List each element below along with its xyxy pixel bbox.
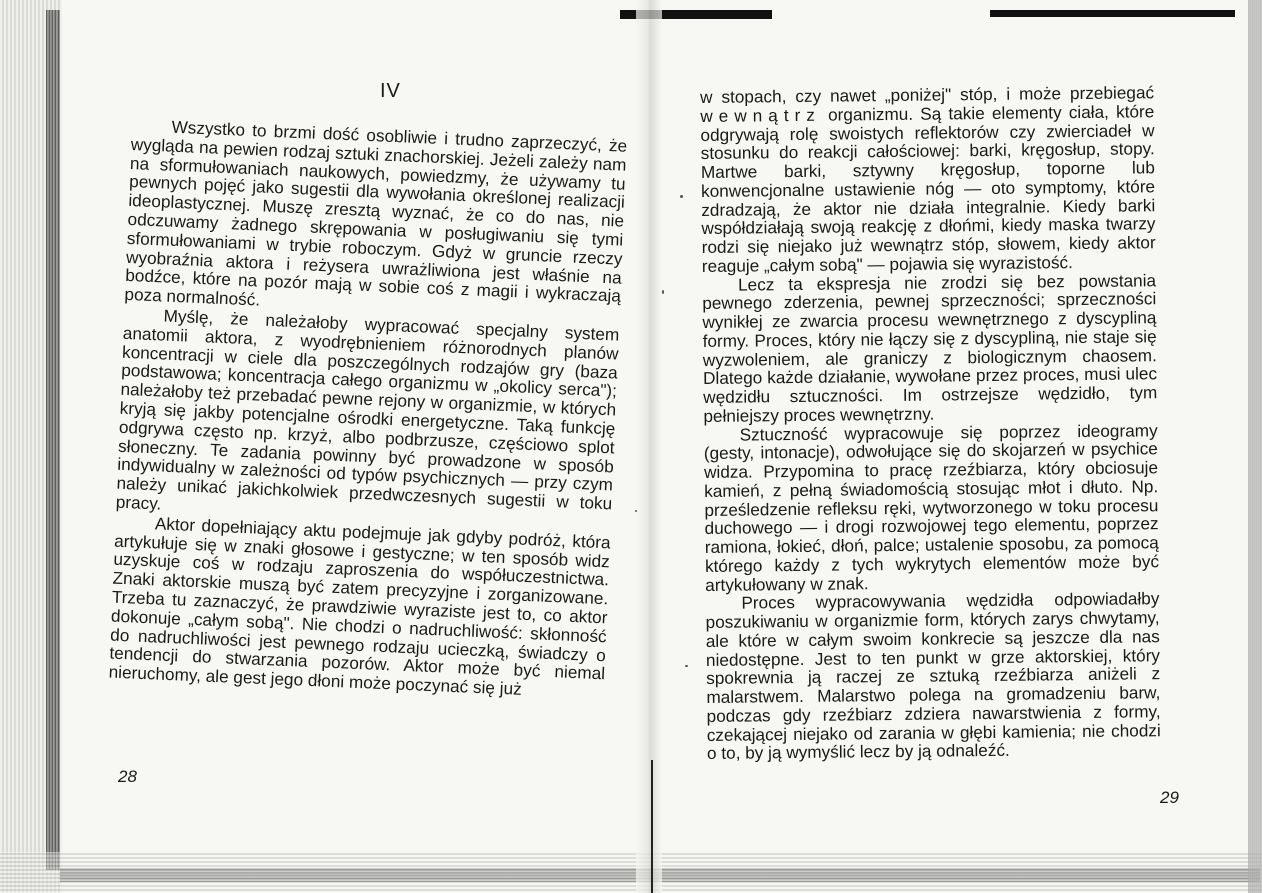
paragraph-start: w stopach, czy nawet „poniżej" stóp, i może przebiegać	[699, 82, 1155, 107]
right-page	[699, 82, 1179, 818]
page-number: 29	[1160, 788, 1179, 807]
gutter-shadow-line	[651, 760, 653, 893]
book-gutter	[636, 0, 662, 893]
paragraph: Proces wypracowywania wędzidła odpowiadałby poszukiwaniu w organizmie form, których zarys chwytamy, ale które w całym swoim konkrecie są jeszcze dla nas niedostępne. Jest to ten punkt w grze aktorskiej, który spokrewnia ją raczej ze sztuką rzeźbiarza aniżeli z malarstwem. Malarstwo polega na gromadzeniu barw, podczas gdy rzeźbiarz zdziera nawarstwienia z formy, czekającej niejako od zarania w głębi kamienia; nie chodzi o to, by ją wymyślić lecz by ją odnaleźć.	[705, 588, 1161, 764]
paragraph	[700, 83, 1156, 275]
paragraph: Lecz ta ekspresja nie zrodzi się bez powstania pewnego zderzenia, pewnej sprzeczności; sprzeczności wynikłej ze zwarcia procesu wewnętrznego z dyscypliną formy. Proces, który nie łączy się z dyscypliną, nie staje się wyzwoleniem, ale graniczy z biologicznym chaosem. Dlatego każde działanie, wywołane przez proces, musi ulec wędzidłu sztuczności. Im ostrzejsze wędzidło, tym pełniejszy proces wewnętrzny.	[702, 269, 1158, 426]
page-number: 28	[118, 767, 137, 786]
spaced-emphasis: wewnątrz	[700, 104, 821, 126]
chapter-heading: IV	[380, 80, 401, 102]
left-page-text	[108, 116, 627, 702]
scan-speck	[685, 665, 688, 667]
paragraph: Sztuczność wypracowuje się poprzez ideogramy (gesty, intonacje), odwołujące się do skojarzeń w psychice widza. Przypomina to pracę rzeźbiarza, który obciosuje kamień, z pełną świadomością stosując młot i dłuto. Np. prześledzenie refleksu ręki, wytworzonego w toku procesu duchowego — i drogi rozwojowej tego elementu, poprzez ramiona, łokieć, dłoń, palce; ustalenie sposobu, za pomocą którego każdy z tych wykrytych elementów może być artykułowany w znak.	[703, 419, 1160, 595]
paragraph: Myślę, że należałoby wypracować specjalny system anatomii aktora, z wyodrębnieniem różnorodnych planów koncentracji w ciele dla poszczególnych rodzajów gry (baza podstawowa; koncentracja całego organizmu w „okolicy serca"); należałoby też przebadać pewne rejony w organizmie, w których kryją się jakby potencjalne ośrodki energetyczne. Taką funkcję odgrywa często np. krzyż, albo podbrzusze, częściowo splot słoneczny. Te zadania powinny być prowadzone w sposób indywidualny w zależności od typów psychicznych — przy czym należy unikać jakichkolwiek przedwczesnych sugestii w toku pracy.	[115, 305, 620, 514]
paragraph: Wszystko to brzmi dość osobliwie i trudno zaprzeczyć, że wygląda na pewien rodzaj sztuki znachorskiej. Jeżeli zależy nam na sformułowaniach naukowych, powiedzmy, że używamy tu pewnych pojęć jako sugestii dla wywołania określonej realizacji ideoplastycznej. Muszę zresztą wyznać, że co do nas, nie odczuwamy żadnego skrępowania w posługiwaniu się tymi sformułowaniami w trybie roboczym. Gdyż w gruncie rzeczy wyobraźnia aktora i reżysera uwrażliwiona jest właśnie na bodźce, które na pozór mają w sobie coś z magii i wykraczają poza normalność.	[124, 116, 628, 310]
scan-shadow-bar	[990, 10, 1235, 17]
left-binding-edge	[46, 10, 60, 870]
left-page	[108, 70, 632, 790]
right-page-text	[700, 83, 1161, 763]
right-page-edge	[1248, 0, 1262, 893]
paragraph: Aktor dopełniający aktu podejmuje jak gdyby podróż, która artykułuje się w znaki głosowe i gestyczne; w ten sposób widz uzyskuje coś w rodzaju zaproszenia do współuczestnictwa. Znaki aktorskie muszą być zatem precyzyjne i zorganizowane. Trzeba tu zaznaczyć, że prawdziwie wyraziste jest to, co aktor dokonuje „całym sobą". Nie chodzi o nadruchliwość: skłonność do nadruchliwości jest pewnego rodzaju ucieczką, świadczy o tendencji do stwarzania pozorów. Aktor może być niemal nieruchomy, ale gest jego dłoni może poczynać się już	[108, 513, 611, 699]
scan-speck	[680, 195, 683, 198]
scan-speck	[662, 290, 664, 294]
scan-speck	[635, 510, 637, 512]
paragraph-rest: organizmu. Są takie elementy ciała, które odgrywają rolę swoistych reflektorów czy zwierciadeł w stosunku do reakcji całościowej: barki, kręgosłup, stopy. Martwe barki, sztywny kręgosłup, toporne lub konwencjonalne ustawienie nóg — oto symptomy, które zdradzają, że aktor nie działa integralnie. Kiedy barki współdziałają swoją reakcję z dłońmi, kiedy maska twarzy rodzi się niejako już wewnątrz stóp, słowem, kiedy aktor reaguje „całym sobą" — pojawia się wyrazistość.	[700, 100, 1156, 276]
